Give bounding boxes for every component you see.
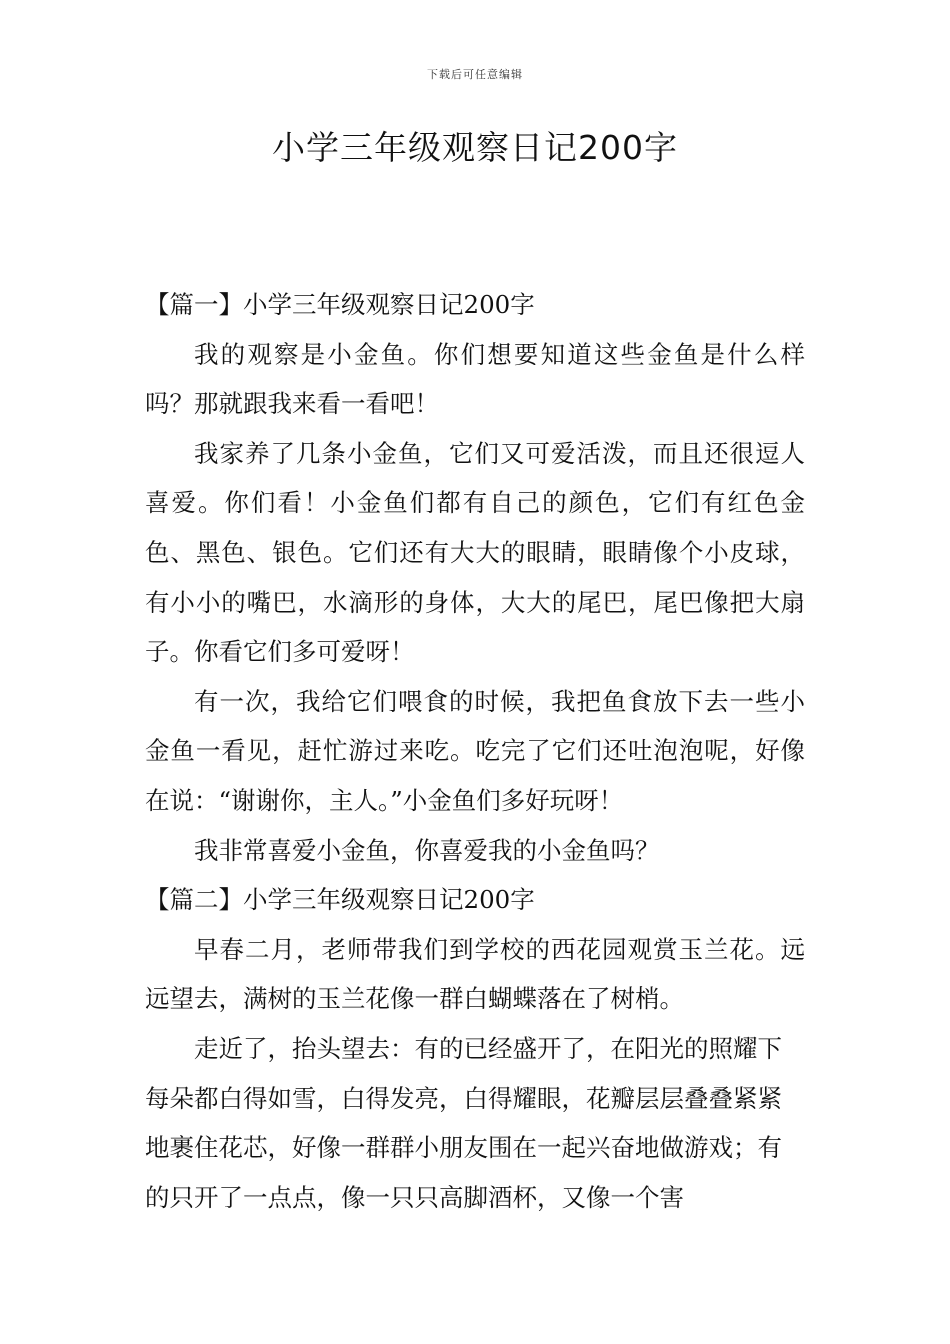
section-1-heading: 【篇一】小学三年级观察日记200字 [145, 290, 535, 319]
section-1-paragraph-3: 有一次，我给它们喂食的时候，我把鱼食放下去一些小金鱼一看见，赶忙游过来吃。吃完了它们还吐泡泡呢，好像在说：“谢谢你，主人。”小金鱼们多好玩呀！ [145, 686, 805, 815]
document-body [145, 280, 805, 1222]
section-1-paragraph-2: 我家养了几条小金鱼，它们又可爱活泼，而且还很逗人喜爱。你们看！小金鱼们都有自己的颜色，它们有红色金色、黑色、银色。它们还有大大的眼睛，眼睛像个小皮球，有小小的嘴巴，水滴形的身体，大大的尾巴，尾巴像把大扇子。你看它们多可爱呀！ [145, 438, 805, 667]
section-2-heading: 【篇二】小学三年级观察日记200字 [145, 885, 535, 915]
section-2-paragraph-2: 走近了，抬头望去：有的已经盛开了，在阳光的照耀下每朵都白得如雪，白得发亮，白得耀眼，花瓣层层叠叠紧紧地裹住花芯，好像一群群小朋友围在一起兴奋地做游戏；有的只开了一点点，像一只只高脚酒杯，又像一个害 [145, 1033, 782, 1212]
section-1-paragraph-1: 我的观察是小金鱼。你们想要知道这些金鱼是什么样吗？那就跟我来看一看吧！ [145, 339, 805, 419]
section-1-paragraph-4: 我非常喜爱小金鱼，你喜爱我的小金鱼吗？ [194, 835, 660, 865]
section-2-paragraph-1: 早春二月，老师带我们到学校的西花园观赏玉兰花。远远望去，满树的玉兰花像一群白蝴蝶落在了树梢。 [145, 934, 805, 1014]
document-title: 小学三年级观察日记200字 [272, 128, 678, 167]
header-note: 下载后可任意编辑 [427, 68, 523, 81]
